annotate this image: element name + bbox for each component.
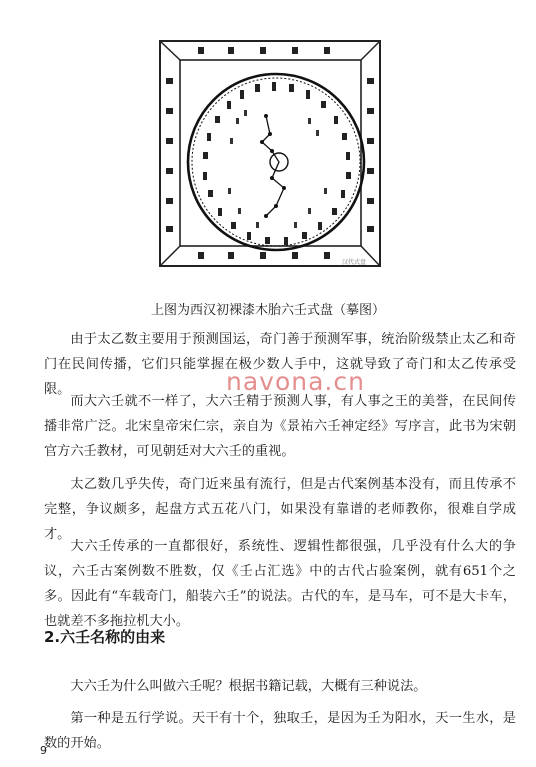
section-title: 2.六壬名称的由来 (44, 628, 166, 646)
section-paragraph-1: 大六壬为什么叫做六壬呢？根据书籍记载，大概有三种说法。 (70, 679, 427, 694)
figure-stamp: 汉代式盘 (342, 259, 367, 266)
watermark: navona.cn (226, 367, 365, 396)
section-paragraph-2: 第一种是五行学说。天干有十个，独取壬，是因为壬为阳水，天一生水，是数的开始。 (44, 711, 516, 751)
paragraph-4: 大六壬传承的一直都很好，系统性、逻辑性都很强，几乎没有什么大的争议，六壬古案例数不胜数，仅《壬占汇选》中的古代占验案例，就有651个之多。因此有“车载奇门，船装六壬”的说法。古代的车，是马车，可不是大卡车，也就差不多拖拉机大小。 (44, 539, 516, 629)
shipan-figure (158, 38, 383, 270)
paragraph-2: 而大六壬就不一样了，大六壬精于预测人事，有人事之王的美誉，在民间传播非常广泛。北宋皇帝宋仁宗，亲自为《景祐六壬神定经》写序言，此书为宋朝官方六壬教材，可见朝廷对大六壬的重视。 (44, 394, 516, 459)
paragraph-3: 太乙数几乎失传，奇门近来虽有流行，但是古代案例基本没有，而且传承不完整，争议颇多，起盘方式五花八门，如果没有靠谱的老师教你，很难自学成才。 (44, 477, 516, 542)
figure-caption: 上图为西汉初裸漆木胎六壬式盘（摹图） (150, 303, 385, 318)
shipan-drawing (158, 38, 383, 270)
paragraph-1: 由于太乙数主要用于预测国运，奇门善于预测军事，统治阶级禁止太乙和奇门在民间传播，它们只能掌握在极少数人手中，这就导致了奇门和太乙传承受限。 (44, 332, 516, 397)
earth-plate-marks (166, 47, 374, 259)
page-number: 9 (40, 744, 47, 757)
